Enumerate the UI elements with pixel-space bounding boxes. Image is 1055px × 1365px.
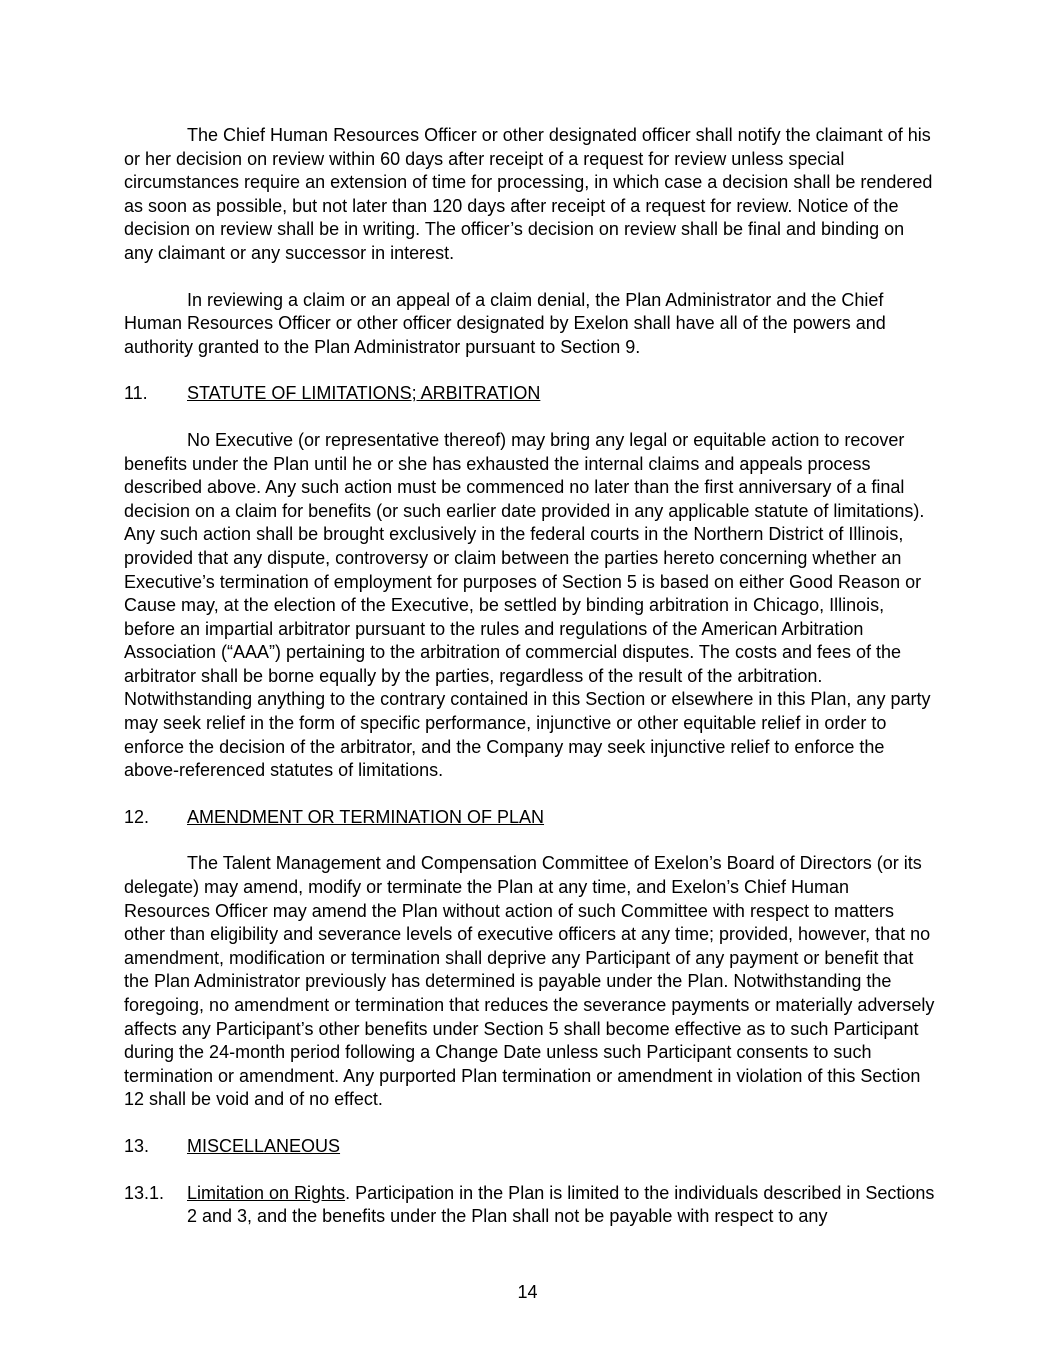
subsection-13-1 [124, 1182, 936, 1229]
subsection-13-1-title: Limitation on Rights [187, 1182, 346, 1203]
section-11-title: STATUTE OF LIMITATIONS; ARBITRATION [187, 383, 541, 404]
section-12-heading [124, 806, 936, 830]
section-13-title: MISCELLANEOUS [187, 1135, 341, 1156]
section-11-heading [124, 382, 936, 406]
review-decision-paragraph: The Chief Human Resources Officer or other designated officer shall notify the claimant of his or her decision on review within 60 days after receipt of a request for review unless special circumstances require an extension of time for processing, in which case a decision shall be rendered as soon as possible, but not later than 120 days after receipt of a request for review. Notice of the decision on review shall be in writing. The officer’s decision on review shall be final and binding on any claimant or any successor in interest. [124, 125, 933, 263]
section-13-heading [124, 1135, 936, 1159]
section-12-body: The Talent Management and Compensation Committee of Exelon’s Board of Directors (or its delegate) may amend, modify or terminate the Plan at any time, and Exelon’s Chief Human Resources Officer may amend the Plan without action of such Committee with respect to matters other than eligibility and severance levels of executive officers at any time; provided, however, that no amendment, modification or termination shall deprive any Participant of any payment or benefit that the Plan Administrator previously has determined is payable under the Plan. Notwithstanding the foregoing, no amendment or termination that reduces the severance payments or materially adversely affects any Participant’s other benefits under Section 5 shall become effective as to such Participant during the 24-month period following a Change Date unless such Participant consents to such termination or amendment. Any purported Plan termination or amendment in violation of this Section 12 shall be void and of no effect. [124, 853, 935, 1110]
section-12-number: 12. [124, 806, 150, 827]
page-number: 14 [517, 1282, 538, 1302]
subsection-13-1-body [187, 1182, 936, 1229]
document-page [124, 124, 936, 1229]
section-11-body: No Executive (or representative thereof) may bring any legal or equitable action to recover benefits under the Plan until he or she has exhausted the internal claims and appeals process described above. Any such action must be commenced no later than the first anniversary of a final decision on a claim for benefits (or such earlier date provided in any applicable statute of limitations). Any such action shall be brought exclusively in the federal courts in the Northern District of Illinois, provided that any dispute, controversy or claim between the parties hereto concerning whether an Executive’s termination of employment for purposes of Section 5 is based on either Good Reason or Cause may, at the election of the Executive, be settled by binding arbitration in Chicago, Illinois, before an impartial arbitrator pursuant to the rules and regulations of the American Arbitration Association (“AAA”) pertaining to the arbitration of commercial disputes. The costs and fees of the arbitrator shall be borne equally by the parties, regardless of the result of the arbitration. Notwithstanding anything to the contrary contained in this Section or elsewhere in this Plan, any party may seek relief in the form of specific performance, injunctive or other equitable relief in order to enforce the decision of the arbitrator, and the Company may seek injunctive relief to enforce the above-referenced statutes of limitations. [124, 429, 931, 781]
subsection-13-1-number: 13.1. [124, 1182, 165, 1203]
section-11-number: 11. [124, 383, 148, 404]
review-powers-paragraph: In reviewing a claim or an appeal of a claim denial, the Plan Administrator and the Chief Human Resources Officer or other officer designated by Exelon shall have all of the powers and authority granted to the Plan Administrator pursuant to Section 9. [124, 289, 886, 357]
section-13-number: 13. [124, 1135, 150, 1156]
section-12-title: AMENDMENT OR TERMINATION OF PLAN [187, 806, 545, 827]
subsection-13-1-text: . Participation in the Plan is limited to the individuals described in Sections 2 and 3, and the benefits under the Plan shall not be payable with respect to any [187, 1182, 935, 1227]
